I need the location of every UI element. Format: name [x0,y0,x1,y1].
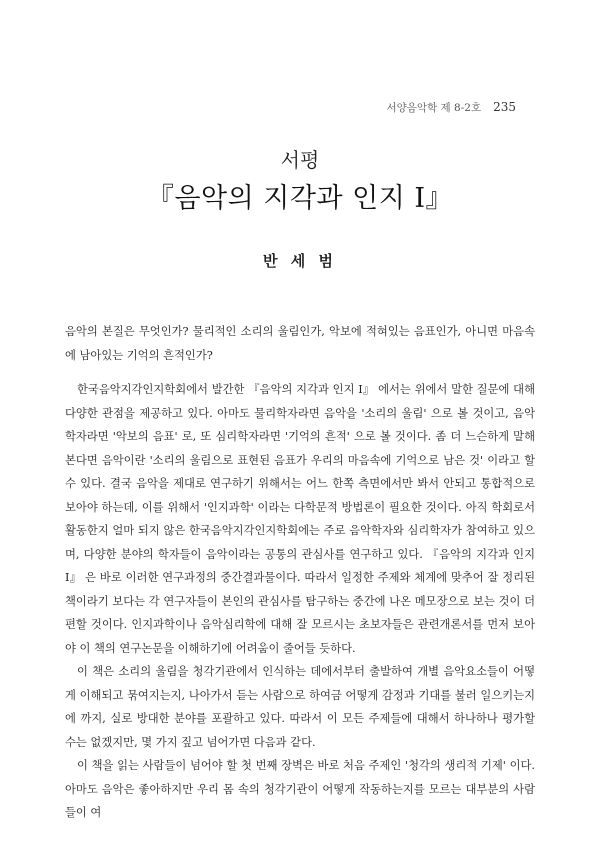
paragraph-3: 이 책을 읽는 사람들이 넘어야 할 첫 번째 장벽은 바로 처음 주제인 '청각의 생리적 기제' 이다. 아마도 음악은 좋아하지만 우리 몸 속의 청각기관이 어떻게 작동하는지를 모르는 대부분의 사람들이 여 [65,759,535,819]
intro-text: 음악의 본질은 무엇인가? 물리적인 소리의 울림인가, 악보에 적혀있는 음표인가, 아니면 마음속에 남아있는 기억의 흔적인가? [65,325,535,362]
paragraph-2: 이 책은 소리의 울림을 청각기관에서 인식하는 데에서부터 출발하여 개별 음악요소들이 어떻게 이해되고 묶여지는지, 나아가서 듣는 사람으로 하여금 어떻게 감정과 기대를 불러 일으키는지에 까지, 실로 방대한 분야를 포괄하고 있다. 따라서 이 모든 주제들에 대해서 하나하나 평가할 수는 없겠지만, 몇 가지 짚고 넘어가면 다음과 같다. [65,665,535,749]
intro-paragraph [65,320,535,367]
page-number: 235 [493,100,516,114]
main-body [65,378,535,825]
journal-name: 서양음악학 제 8-2호 [386,102,482,114]
running-head [387,100,517,115]
section-label: 서평 [280,148,320,172]
page-title: 『음악의 지각과 인지 I』 [146,183,454,214]
author-name: 반 세 범 [263,252,337,270]
paragraph-1: 한국음악지각인지학회에서 발간한 『음악의 지각과 인지 I』 에서는 위에서 말한 질문에 대해 다양한 관점을 제공하고 있다. 아마도 물리학자라면 음악을 '소리의 울림' 으로 볼 것이고, 음악학자라면 '악보의 음표' 로, 또 심리학자라면 '기억의 흔적' 으로 볼 것이다. 좀 더 느슨하게 말해본다면 음악이란 '소리의 울림으로 표현된 음표가 우리의 마음속에 기억으로 남은 것' 이라고 할 수 있다. 결국 음악을 제대로 연구하기 위해서는 어느 한쪽 측면에서만 봐서 안되고 통합적으로 보아야 하는데, 이를 위해서 '인지과학' 이라는 다학문적 방법론이 필요한 것이다. 아직 학회로서 활동한지 얼마 되지 않은 한국음악지각인지학회에는 주로 음악학자와 심리학자가 참여하고 있으며, 다양한 분야의 학자들이 음악이라는 공통의 관심사를 연구하고 있다. 『음악의 지각과 인지 I』 은 바로 이러한 연구과정의 중간결과물이다. 따라서 일정한 주제와 체계에 맞추어 잘 정리된 책이라기 보다는 각 연구자들이 본인의 관심사를 탐구하는 중간에 나온 메모장으로 보는 것이 더 편할 것이다. 인지과학이나 음악심리학에 대해 잘 모르시는 초보자들은 관련개론서를 먼저 보아야 이 책의 연구논문을 이해하기에 어려움이 줄어들 듯하다. [65,383,535,655]
